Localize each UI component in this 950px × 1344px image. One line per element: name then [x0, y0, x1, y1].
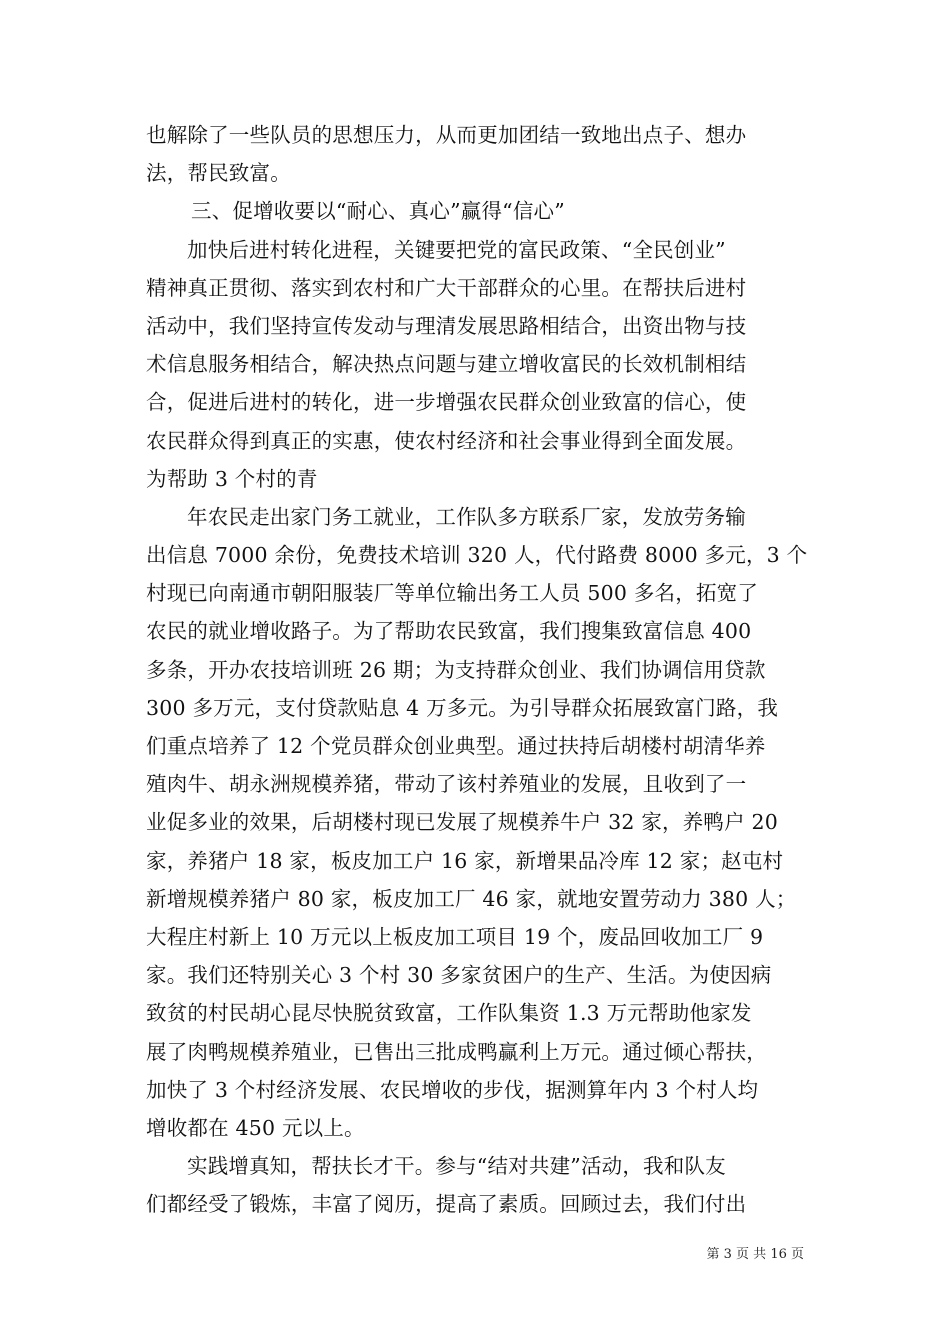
- text-line: 为帮助 3 个村的青: [146, 466, 318, 491]
- text-line: 加快后进村转化进程，关键要把党的富民政策、“全民创业”: [187, 237, 726, 262]
- text-line: 活动中，我们坚持宣传发动与理清发展思路相结合，出资出物与技: [146, 313, 747, 338]
- text-line: 合，促进后进村的转化，进一步增强农民群众创业致富的信心，使: [146, 390, 747, 415]
- section-heading: 三、促增收要以“耐心、真心”赢得“信心”: [191, 199, 565, 224]
- text-line: 出信息 7000 余份，免费技术培训 320 人，代付路费 8000 多元，3 个: [146, 543, 808, 568]
- text-line: 术信息服务相结合，解决热点问题与建立增收富民的长效机制相结: [146, 352, 747, 377]
- text-line: 加快了 3 个村经济发展、农民增收的步伐，据测算年内 3 个村人均: [146, 1077, 759, 1102]
- document-body: [146, 116, 810, 1223]
- text-line: 业促多业的效果，后胡楼村现已发展了规模养牛户 32 家，养鸭户 20: [146, 810, 779, 835]
- text-line: 致贫的村民胡心昆尽快脱贫致富，工作队集资 1.3 万元帮助他家发: [146, 1001, 752, 1026]
- text-line: 们都经受了锻炼，丰富了阅历，提高了素质。回顾过去，我们付出: [146, 1192, 747, 1217]
- text-line: 们重点培养了 12 个党员群众创业典型。通过扶持后胡楼村胡清华养: [146, 734, 766, 758]
- text-line: 村现已向南通市朝阳服装厂等单位输出务工人员 500 多名，拓宽了: [146, 581, 759, 606]
- text-line: 年农民走出家门务工就业，工作队多方联系厂家，发放劳务输: [187, 504, 746, 529]
- text-line: 殖肉牛、胡永洲规模养猪，带动了该村养殖业的发展，且收到了一: [146, 772, 747, 797]
- text-line: 家，养猪户 18 家，板皮加工户 16 家，新增果品冷库 12 家；赵屯村: [146, 848, 784, 873]
- text-line: 大程庄村新上 10 万元以上板皮加工项目 19 个，废品回收加工厂 9: [146, 924, 764, 949]
- text-line: 法，帮民致富。: [146, 161, 291, 186]
- text-line: 新增规模养猪户 80 家，板皮加工厂 46 家，就地安置劳动力 380 人；: [146, 886, 797, 911]
- text-line: 家。我们还特别关心 3 个村 30 多家贫困户的生产、生活。为使因病: [146, 963, 772, 988]
- text-line: 300 多万元，支付贷款贴息 4 万多元。为引导群众拓展致富门路，我: [146, 695, 779, 720]
- text-line: 实践增真知，帮扶长才干。参与“结对共建”活动，我和队友: [187, 1154, 726, 1179]
- text-line: 多条，开办农技培训班 26 期；为支持群众创业、我们协调信用贷款: [146, 657, 766, 682]
- text-line: 增收都在 450 元以上。: [146, 1115, 365, 1140]
- text-line: 农民的就业增收路子。为了帮助农民致富，我们搜集致富信息 400: [146, 619, 752, 644]
- page-number-footer: 第 3 页 共 16 页: [706, 1247, 804, 1262]
- text-line: 农民群众得到真正的实惠，使农村经济和社会事业得到全面发展。: [146, 428, 747, 453]
- text-line: 精神真正贯彻、落实到农村和广大干部群众的心里。在帮扶后进村: [146, 275, 747, 300]
- text-line: 展了肉鸭规模养殖业，已售出三批成鸭赢利上万元。通过倾心帮扶，: [146, 1039, 767, 1064]
- text-line: 也解除了一些队员的思想压力，从而更加团结一致地出点子、想办: [146, 123, 747, 147]
